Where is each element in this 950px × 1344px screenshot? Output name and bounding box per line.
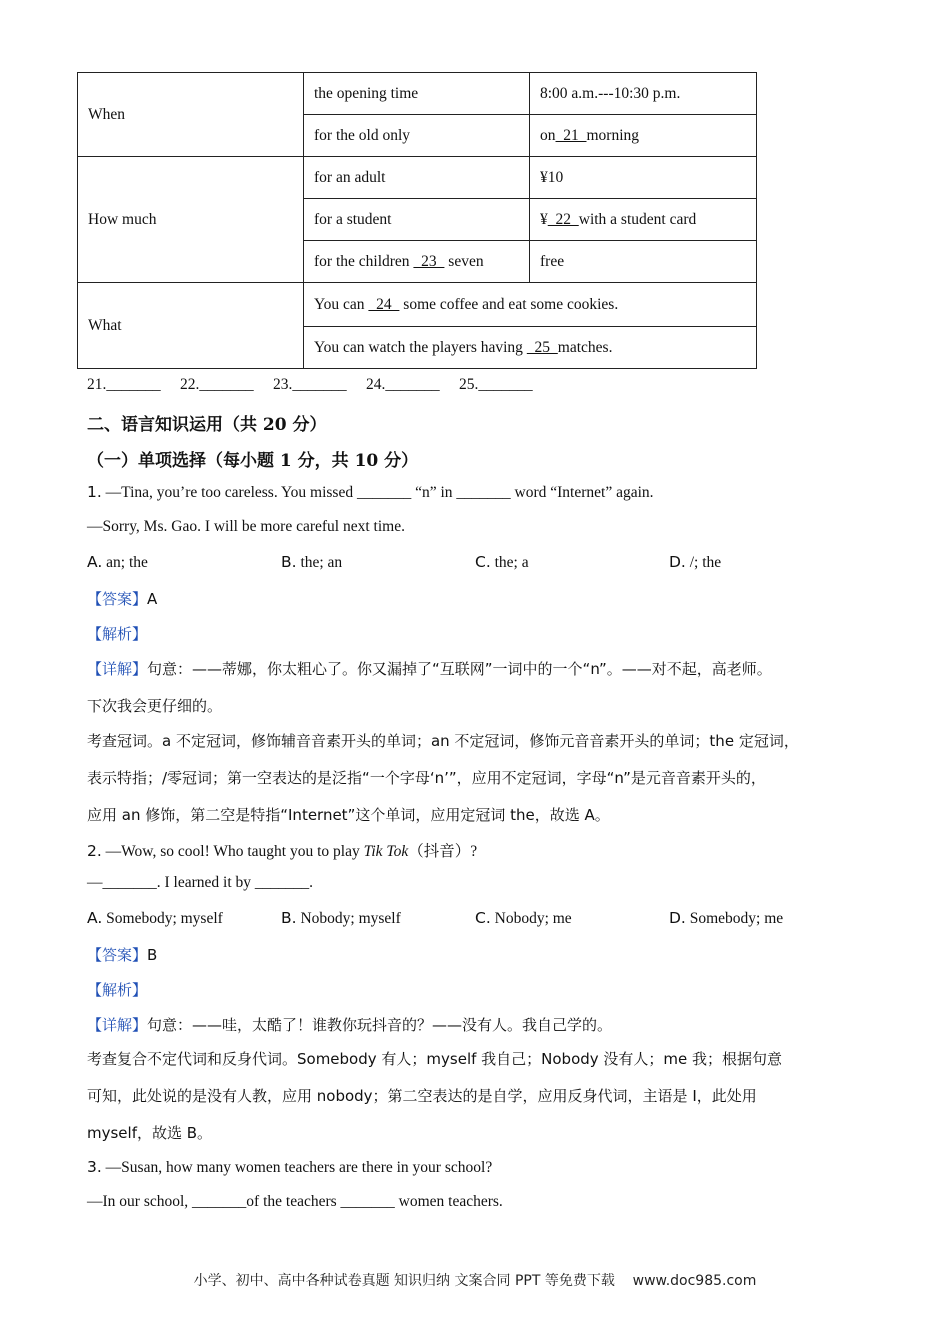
table-cell: for a student: [304, 199, 530, 241]
section-title: 二、语言知识运用（共 20 分）: [87, 415, 327, 435]
blank-24: 24: [368, 295, 400, 313]
table-cell: on 21 morning: [530, 115, 757, 157]
q1-detail-line: 表示特指；/零冠词；第一空表达的是泛指“一个字母‘n’”，应用不定冠词，字母“n”是元音音素开头的，: [87, 769, 766, 787]
q1-option-d: D. /; the: [669, 553, 722, 571]
question-2: 2. —Wow, so cool! Who taught you to play Tik Tok（抖音）?: [87, 842, 478, 860]
q2-detail-line: 可知，此处说的是没有人教，应用 nobody；第二空表达的是自学，应用反身代词，主语是 I，此处用: [87, 1087, 757, 1105]
q1-option-c: C. the; a: [475, 553, 529, 571]
blank-23: 23: [413, 252, 445, 270]
section-subtitle: （一）单项选择（每小题 1 分，共 10 分）: [87, 451, 419, 471]
question-2-reply: —_______. I learned it by _______.: [87, 874, 314, 891]
q2-detail-line: myself，故选 B。: [87, 1124, 213, 1142]
q1-detail-line: 【详解】句意：——蒂娜，你太粗心了。你又漏掉了“互联网”一词中的一个“n”。——对不起，高老师。: [87, 660, 772, 678]
table-cell: for the children 23 seven: [304, 241, 530, 283]
blank-25: 25: [526, 338, 558, 356]
blank-22: 22: [547, 210, 579, 228]
q2-analysis-tag: 【解析】: [87, 981, 148, 999]
table-cell: the opening time: [304, 73, 530, 115]
q1-option-a: A. an; the: [87, 553, 148, 571]
q2-option-b: B. Nobody; myself: [281, 909, 401, 927]
q2-option-d: D. Somebody; me: [669, 909, 784, 927]
table-cell: for the old only: [304, 115, 530, 157]
q1-detail-line: 下次我会更仔细的。: [87, 697, 223, 715]
question-3: 3. —Susan, how many women teachers are there in your school?: [87, 1158, 493, 1176]
q1-analysis-tag: 【解析】: [87, 625, 148, 643]
question-1: 1. —Tina, you’re too careless. You missed _______ “n” in _______ word “Internet” again.: [87, 483, 654, 501]
blank-21: 21: [555, 126, 587, 144]
q1-detail-line: 考查冠词。a 不定冠词，修饰辅音音素开头的单词；an 不定冠词，修饰元音音素开头的单词；the 定冠词，: [87, 732, 799, 750]
table-cell: free: [530, 241, 757, 283]
table-cell: You can 24 some coffee and eat some cookies.: [304, 283, 757, 327]
page-footer: 小学、初中、高中各种试卷真题 知识归纳 文案合同 PPT 等免费下载 www.doc985.com: [193, 1273, 757, 1289]
question-1-reply: —Sorry, Ms. Gao. I will be more careful next time.: [87, 518, 405, 535]
q2-detail-line: 【详解】句意：——哇，太酷了！谁教你玩抖音的？——没有人。我自己学的。: [87, 1016, 613, 1034]
table-cell: You can watch the players having 25 matches.: [304, 327, 757, 369]
question-3-reply: —In our school, _______of the teachers _______ women teachers.: [87, 1193, 503, 1210]
answer-blanks: 21._______ 22._______ 23._______ 24._______ 25._______: [87, 376, 533, 393]
q2-detail-line: 考查复合不定代词和反身代词。Somebody 有人；myself 我自己；Nobody 没有人；me 我；根据句意: [87, 1050, 783, 1068]
info-table: [77, 72, 757, 369]
table-cell: for an adult: [304, 157, 530, 199]
q2-answer: 【答案】B: [87, 946, 158, 964]
q2-option-c: C. Nobody; me: [475, 909, 572, 927]
q1-option-b: B. the; an: [281, 553, 343, 571]
q1-detail-line: 应用 an 修饰，第二空是特指“Internet”这个单词，应用定冠词 the，故选 A。: [87, 806, 610, 824]
table-cell: ¥ 22 with a student card: [530, 199, 757, 241]
table-cell: 8:00 a.m.---10:30 p.m.: [530, 73, 757, 115]
what-label: What: [78, 283, 304, 369]
howmuch-label: How much: [78, 157, 304, 283]
q2-option-a: A. Somebody; myself: [87, 909, 223, 927]
when-label: When: [78, 73, 304, 157]
q1-answer: 【答案】A: [87, 590, 158, 608]
table-cell: ¥10: [530, 157, 757, 199]
